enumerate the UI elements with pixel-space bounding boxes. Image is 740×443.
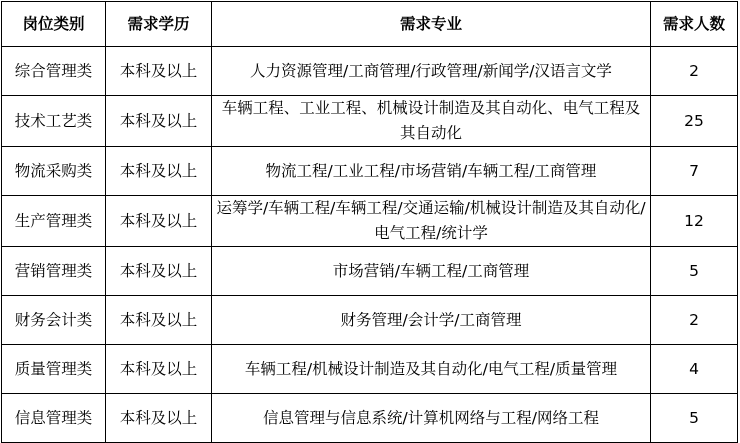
cell-major: 物流工程/工业工程/市场营销/车辆工程/工商管理 [212,147,651,196]
recruitment-table [1,1,738,443]
table-row [2,96,738,147]
cell-education: 本科及以上 [106,345,212,394]
table-row [2,147,738,196]
table-row [2,394,738,443]
header-count: 需求人数 [651,2,738,47]
cell-category: 物流采购类 [2,147,106,196]
table-row [2,47,738,96]
cell-major: 人力资源管理/工商管理/行政管理/新闻学/汉语言文学 [212,47,651,96]
cell-education: 本科及以上 [106,47,212,96]
header-education: 需求学历 [106,2,212,47]
header-major: 需求专业 [212,2,651,47]
cell-education: 本科及以上 [106,394,212,443]
cell-education: 本科及以上 [106,296,212,345]
cell-education: 本科及以上 [106,196,212,247]
cell-count: 25 [651,96,738,147]
cell-category: 综合管理类 [2,47,106,96]
table-row [2,196,738,247]
cell-count: 2 [651,47,738,96]
cell-count: 4 [651,345,738,394]
cell-major: 市场营销/车辆工程/工商管理 [212,247,651,296]
cell-major: 车辆工程、工业工程、机械设计制造及其自动化、电气工程及其自动化 [212,96,651,147]
cell-count: 12 [651,196,738,247]
cell-count: 5 [651,394,738,443]
cell-education: 本科及以上 [106,147,212,196]
cell-count: 2 [651,296,738,345]
table-row [2,296,738,345]
cell-category: 技术工艺类 [2,96,106,147]
cell-category: 质量管理类 [2,345,106,394]
header-category: 岗位类别 [2,2,106,47]
table-row [2,345,738,394]
cell-major: 车辆工程/机械设计制造及其自动化/电气工程/质量管理 [212,345,651,394]
cell-major: 运筹学/车辆工程/车辆工程/交通运输/机械设计制造及其自动化/电气工程/统计学 [212,196,651,247]
cell-major: 信息管理与信息系统/计算机网络与工程/网络工程 [212,394,651,443]
cell-education: 本科及以上 [106,247,212,296]
cell-category: 财务会计类 [2,296,106,345]
cell-category: 生产管理类 [2,196,106,247]
table-row [2,247,738,296]
cell-education: 本科及以上 [106,96,212,147]
cell-category: 信息管理类 [2,394,106,443]
cell-major: 财务管理/会计学/工商管理 [212,296,651,345]
cell-count: 5 [651,247,738,296]
cell-count: 7 [651,147,738,196]
header-row [2,2,738,47]
cell-category: 营销管理类 [2,247,106,296]
